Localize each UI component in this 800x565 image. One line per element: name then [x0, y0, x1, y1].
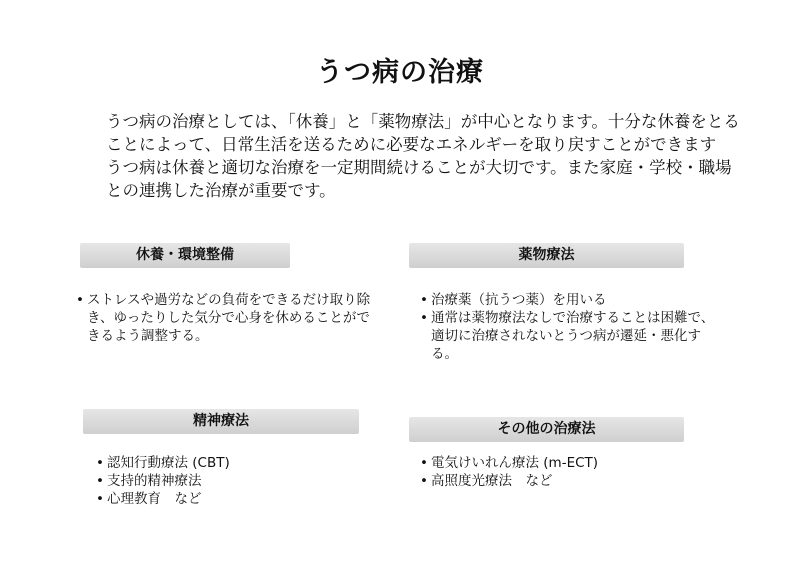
intro-paragraph: うつ病は休養と適切な治療を一定期間続けることが大切です。また家庭・学校・職場との連携した治療が重要です。 [106, 158, 732, 200]
section-list-psychotherapy [96, 454, 356, 508]
list-item [96, 454, 356, 472]
list-item-text: 通常は薬物療法なしで治療することは困難で、適切に治療されないとうつ病が遷延・悪化する。 [431, 310, 715, 362]
section-heading-drug: 薬物療法 [409, 243, 684, 268]
section-heading-other: その他の治療法 [409, 417, 684, 442]
bullet-icon: • [96, 455, 104, 471]
bullet-icon: • [420, 473, 428, 489]
bullet-icon: • [420, 292, 428, 308]
list-item [420, 472, 720, 490]
list-item [96, 472, 356, 490]
list-item-text: ストレスや過労などの負荷をできるだけ取り除き、ゆったりした気分で心身を休めることができるよう調整する。 [87, 292, 371, 344]
list-item [420, 454, 720, 472]
list-item [76, 291, 376, 345]
bullet-icon: • [420, 310, 428, 326]
list-item [96, 490, 356, 508]
list-item-text: 電気けいれん療法 (m-ECT) [431, 455, 599, 471]
section-heading-psychotherapy: 精神療法 [83, 409, 359, 434]
list-item-text: 高照度光療法 など [431, 473, 553, 489]
list-item-text: 認知行動療法 (CBT) [107, 455, 230, 471]
bullet-icon: • [96, 473, 104, 489]
section-list-other [420, 454, 720, 490]
list-item [420, 309, 720, 363]
section-list-drug [420, 291, 720, 363]
list-item-text: 心理教育 など [107, 491, 202, 507]
section-heading-rest: 休養・環境整備 [80, 243, 290, 268]
list-item [420, 291, 720, 309]
bullet-icon: • [76, 292, 84, 308]
list-item-text: 治療薬（抗うつ薬）を用いる [431, 292, 607, 308]
bullet-icon: • [420, 455, 428, 471]
intro-paragraph: うつ病の治療としては、「休養」と「薬物療法」が中心となります。十分な休養をとることによって、日常生活を送るために必要なエネルギーを取り戻すことができます [106, 112, 740, 154]
bullet-icon: • [96, 491, 104, 507]
list-item-text: 支持的精神療法 [107, 473, 202, 489]
intro-text [106, 110, 746, 202]
page-title: うつ病の治療 [316, 57, 484, 88]
section-list-rest [76, 291, 376, 345]
